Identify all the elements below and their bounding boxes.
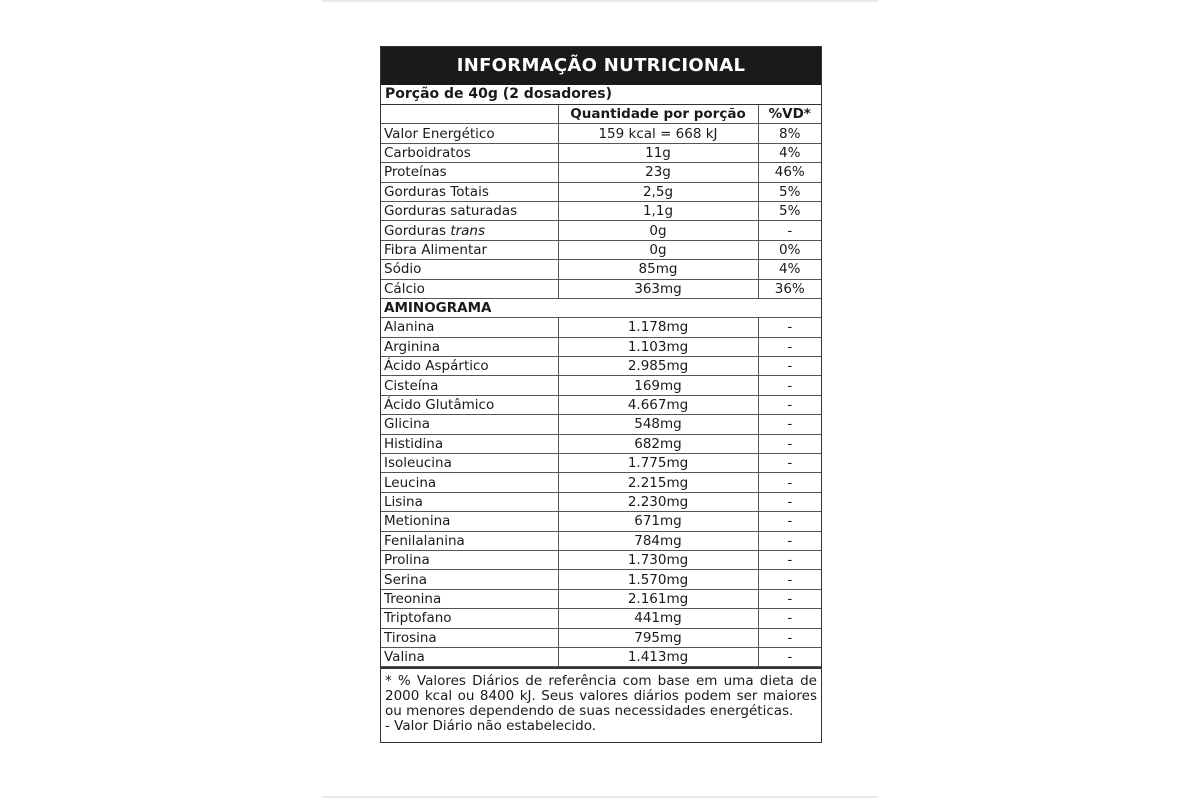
row-name-text: Sódio bbox=[384, 261, 422, 278]
row-name bbox=[381, 473, 558, 492]
amino-row bbox=[381, 570, 821, 589]
row-dv: - bbox=[758, 454, 821, 473]
row-name bbox=[381, 201, 558, 220]
row-amount: 11g bbox=[558, 143, 758, 162]
row-name-text: Metionina bbox=[384, 513, 451, 530]
row-name-text: Tirosina bbox=[384, 629, 437, 646]
nutrition-label bbox=[380, 46, 822, 743]
row-dv: - bbox=[758, 512, 821, 531]
row-name bbox=[381, 163, 558, 182]
header-quantity: Quantidade por porção bbox=[558, 105, 758, 124]
nutrient-row bbox=[381, 143, 821, 162]
amino-row bbox=[381, 454, 821, 473]
row-name-text: Fibra Alimentar bbox=[384, 241, 488, 258]
row-dv: 46% bbox=[758, 163, 821, 182]
row-dv: - bbox=[758, 434, 821, 453]
row-name bbox=[381, 492, 558, 511]
footnote-reference: * % Valores Diários de referência com base em uma dieta de 2000 kcal ou 8400 kJ. Seus valores diários podem ser maiores ou menores dependendo de suas necessidades energéticas. bbox=[385, 673, 817, 720]
amino-row bbox=[381, 473, 821, 492]
row-name bbox=[381, 415, 558, 434]
row-name-text: Cisteína bbox=[384, 377, 439, 394]
row-name bbox=[381, 279, 558, 298]
footnote-not-established: - Valor Diário não estabelecido. bbox=[385, 718, 597, 735]
row-name-text: Valor Energético bbox=[384, 125, 495, 142]
row-dv: - bbox=[758, 531, 821, 550]
bottom-divider bbox=[322, 796, 878, 798]
row-name bbox=[381, 609, 558, 628]
row-amount: 2,5g bbox=[558, 182, 758, 201]
aminogram-title: AMINOGRAMA bbox=[381, 298, 821, 317]
nutrient-row bbox=[381, 163, 821, 182]
row-amount: 4.667mg bbox=[558, 395, 758, 414]
row-name-text: Cálcio bbox=[384, 280, 425, 297]
row-dv: 0% bbox=[758, 240, 821, 259]
amino-row bbox=[381, 434, 821, 453]
row-name bbox=[381, 550, 558, 569]
amino-row bbox=[381, 357, 821, 376]
header-row bbox=[381, 105, 821, 124]
row-name bbox=[381, 434, 558, 453]
row-amount: 85mg bbox=[558, 260, 758, 279]
row-name bbox=[381, 454, 558, 473]
row-name-text: Valina bbox=[384, 649, 425, 666]
nutrition-table bbox=[381, 105, 821, 667]
amino-row bbox=[381, 318, 821, 337]
row-name-text: Lisina bbox=[384, 494, 423, 510]
row-name bbox=[381, 376, 558, 395]
top-divider bbox=[322, 0, 878, 2]
row-amount: 2.161mg bbox=[558, 589, 758, 608]
amino-row bbox=[381, 647, 821, 666]
row-name-text: Prolina bbox=[384, 552, 430, 569]
row-dv: 8% bbox=[758, 124, 821, 143]
row-name bbox=[381, 589, 558, 608]
amino-rows bbox=[381, 318, 821, 667]
aminogram-heading-row bbox=[381, 298, 821, 317]
row-dv: - bbox=[758, 337, 821, 356]
header-blank bbox=[381, 105, 558, 124]
row-dv: - bbox=[758, 628, 821, 647]
row-name-text: Serina bbox=[384, 571, 428, 588]
row-amount: 1.178mg bbox=[558, 318, 758, 337]
row-dv: - bbox=[758, 357, 821, 376]
row-dv: 5% bbox=[758, 201, 821, 220]
row-amount: 1.730mg bbox=[558, 550, 758, 569]
row-name bbox=[381, 570, 558, 589]
row-name bbox=[381, 221, 558, 240]
row-name bbox=[381, 512, 558, 531]
row-name bbox=[381, 628, 558, 647]
row-amount: 1.775mg bbox=[558, 454, 758, 473]
row-amount: 169mg bbox=[558, 376, 758, 395]
row-amount: 1.570mg bbox=[558, 570, 758, 589]
amino-row bbox=[381, 415, 821, 434]
row-name-text: Glicina bbox=[384, 416, 430, 433]
row-name bbox=[381, 240, 558, 259]
row-dv: - bbox=[758, 647, 821, 666]
nutrient-row bbox=[381, 182, 821, 201]
row-name bbox=[381, 182, 558, 201]
nutrient-row bbox=[381, 201, 821, 220]
row-name-text: Triptofano bbox=[384, 610, 452, 627]
portion-size: Porção de 40g (2 dosadores) bbox=[381, 85, 821, 105]
row-name-text: Gorduras bbox=[384, 222, 447, 239]
row-name-text: Fenilalanina bbox=[384, 532, 465, 549]
nutrient-row bbox=[381, 279, 821, 298]
row-name-text: Alanina bbox=[384, 319, 435, 336]
row-amount: 2.985mg bbox=[558, 357, 758, 376]
row-name-text: Histidina bbox=[384, 435, 444, 452]
row-name bbox=[381, 647, 558, 666]
row-dv: - bbox=[758, 589, 821, 608]
amino-row bbox=[381, 492, 821, 511]
row-amount: 1.413mg bbox=[558, 647, 758, 666]
row-amount: 2.230mg bbox=[558, 492, 758, 511]
row-dv: - bbox=[758, 473, 821, 492]
row-amount: 548mg bbox=[558, 415, 758, 434]
amino-row bbox=[381, 550, 821, 569]
row-amount: 784mg bbox=[558, 531, 758, 550]
row-dv: 5% bbox=[758, 182, 821, 201]
row-amount: 671mg bbox=[558, 512, 758, 531]
header-dv: %VD* bbox=[758, 105, 821, 124]
amino-row bbox=[381, 589, 821, 608]
row-dv: - bbox=[758, 492, 821, 511]
nutrient-row bbox=[381, 260, 821, 279]
footnote bbox=[381, 667, 821, 742]
amino-row bbox=[381, 376, 821, 395]
row-dv: - bbox=[758, 550, 821, 569]
amino-row bbox=[381, 531, 821, 550]
row-name bbox=[381, 143, 558, 162]
nutrient-rows bbox=[381, 124, 821, 299]
row-name bbox=[381, 260, 558, 279]
label-title: INFORMAÇÃO NUTRICIONAL bbox=[381, 47, 821, 85]
amino-row bbox=[381, 512, 821, 531]
row-name-text: Proteínas bbox=[384, 164, 447, 181]
amino-row bbox=[381, 609, 821, 628]
nutrient-row bbox=[381, 124, 821, 143]
row-amount: 159 kcal = 668 kJ bbox=[558, 124, 758, 143]
row-amount: 0g bbox=[558, 240, 758, 259]
nutrient-row bbox=[381, 221, 821, 240]
row-amount: 682mg bbox=[558, 434, 758, 453]
row-name-text: Isoleucina bbox=[384, 455, 452, 472]
row-name-text: Gorduras saturadas bbox=[384, 203, 518, 220]
row-dv: - bbox=[758, 376, 821, 395]
row-amount: 441mg bbox=[558, 609, 758, 628]
row-amount: 363mg bbox=[558, 279, 758, 298]
row-dv: 4% bbox=[758, 143, 821, 162]
amino-row bbox=[381, 395, 821, 414]
row-name-italic: trans bbox=[450, 222, 486, 239]
amino-row bbox=[381, 628, 821, 647]
row-name bbox=[381, 337, 558, 356]
row-name-text: Ácido Glutâmico bbox=[384, 397, 495, 414]
row-name-text: Ácido Aspártico bbox=[384, 358, 489, 375]
row-name bbox=[381, 531, 558, 550]
row-dv: - bbox=[758, 318, 821, 337]
row-name-text: Leucina bbox=[384, 474, 437, 491]
row-dv: - bbox=[758, 570, 821, 589]
row-name bbox=[381, 395, 558, 414]
row-amount: 1.103mg bbox=[558, 337, 758, 356]
row-amount: 1,1g bbox=[558, 201, 758, 220]
row-amount: 23g bbox=[558, 163, 758, 182]
row-name-text: Carboidratos bbox=[384, 144, 471, 161]
row-amount: 795mg bbox=[558, 628, 758, 647]
row-name bbox=[381, 124, 558, 143]
row-name bbox=[381, 357, 558, 376]
row-name bbox=[381, 318, 558, 337]
row-dv: - bbox=[758, 415, 821, 434]
row-name-text: Arginina bbox=[384, 338, 441, 355]
nutrient-row bbox=[381, 240, 821, 259]
row-name-text: Treonina bbox=[384, 590, 442, 607]
row-amount: 2.215mg bbox=[558, 473, 758, 492]
row-dv: - bbox=[758, 395, 821, 414]
row-name-text: Gorduras Totais bbox=[384, 183, 489, 200]
row-amount: 0g bbox=[558, 221, 758, 240]
row-dv: 36% bbox=[758, 279, 821, 298]
amino-row bbox=[381, 337, 821, 356]
row-dv: - bbox=[758, 221, 821, 240]
row-dv: - bbox=[758, 609, 821, 628]
row-dv: 4% bbox=[758, 260, 821, 279]
